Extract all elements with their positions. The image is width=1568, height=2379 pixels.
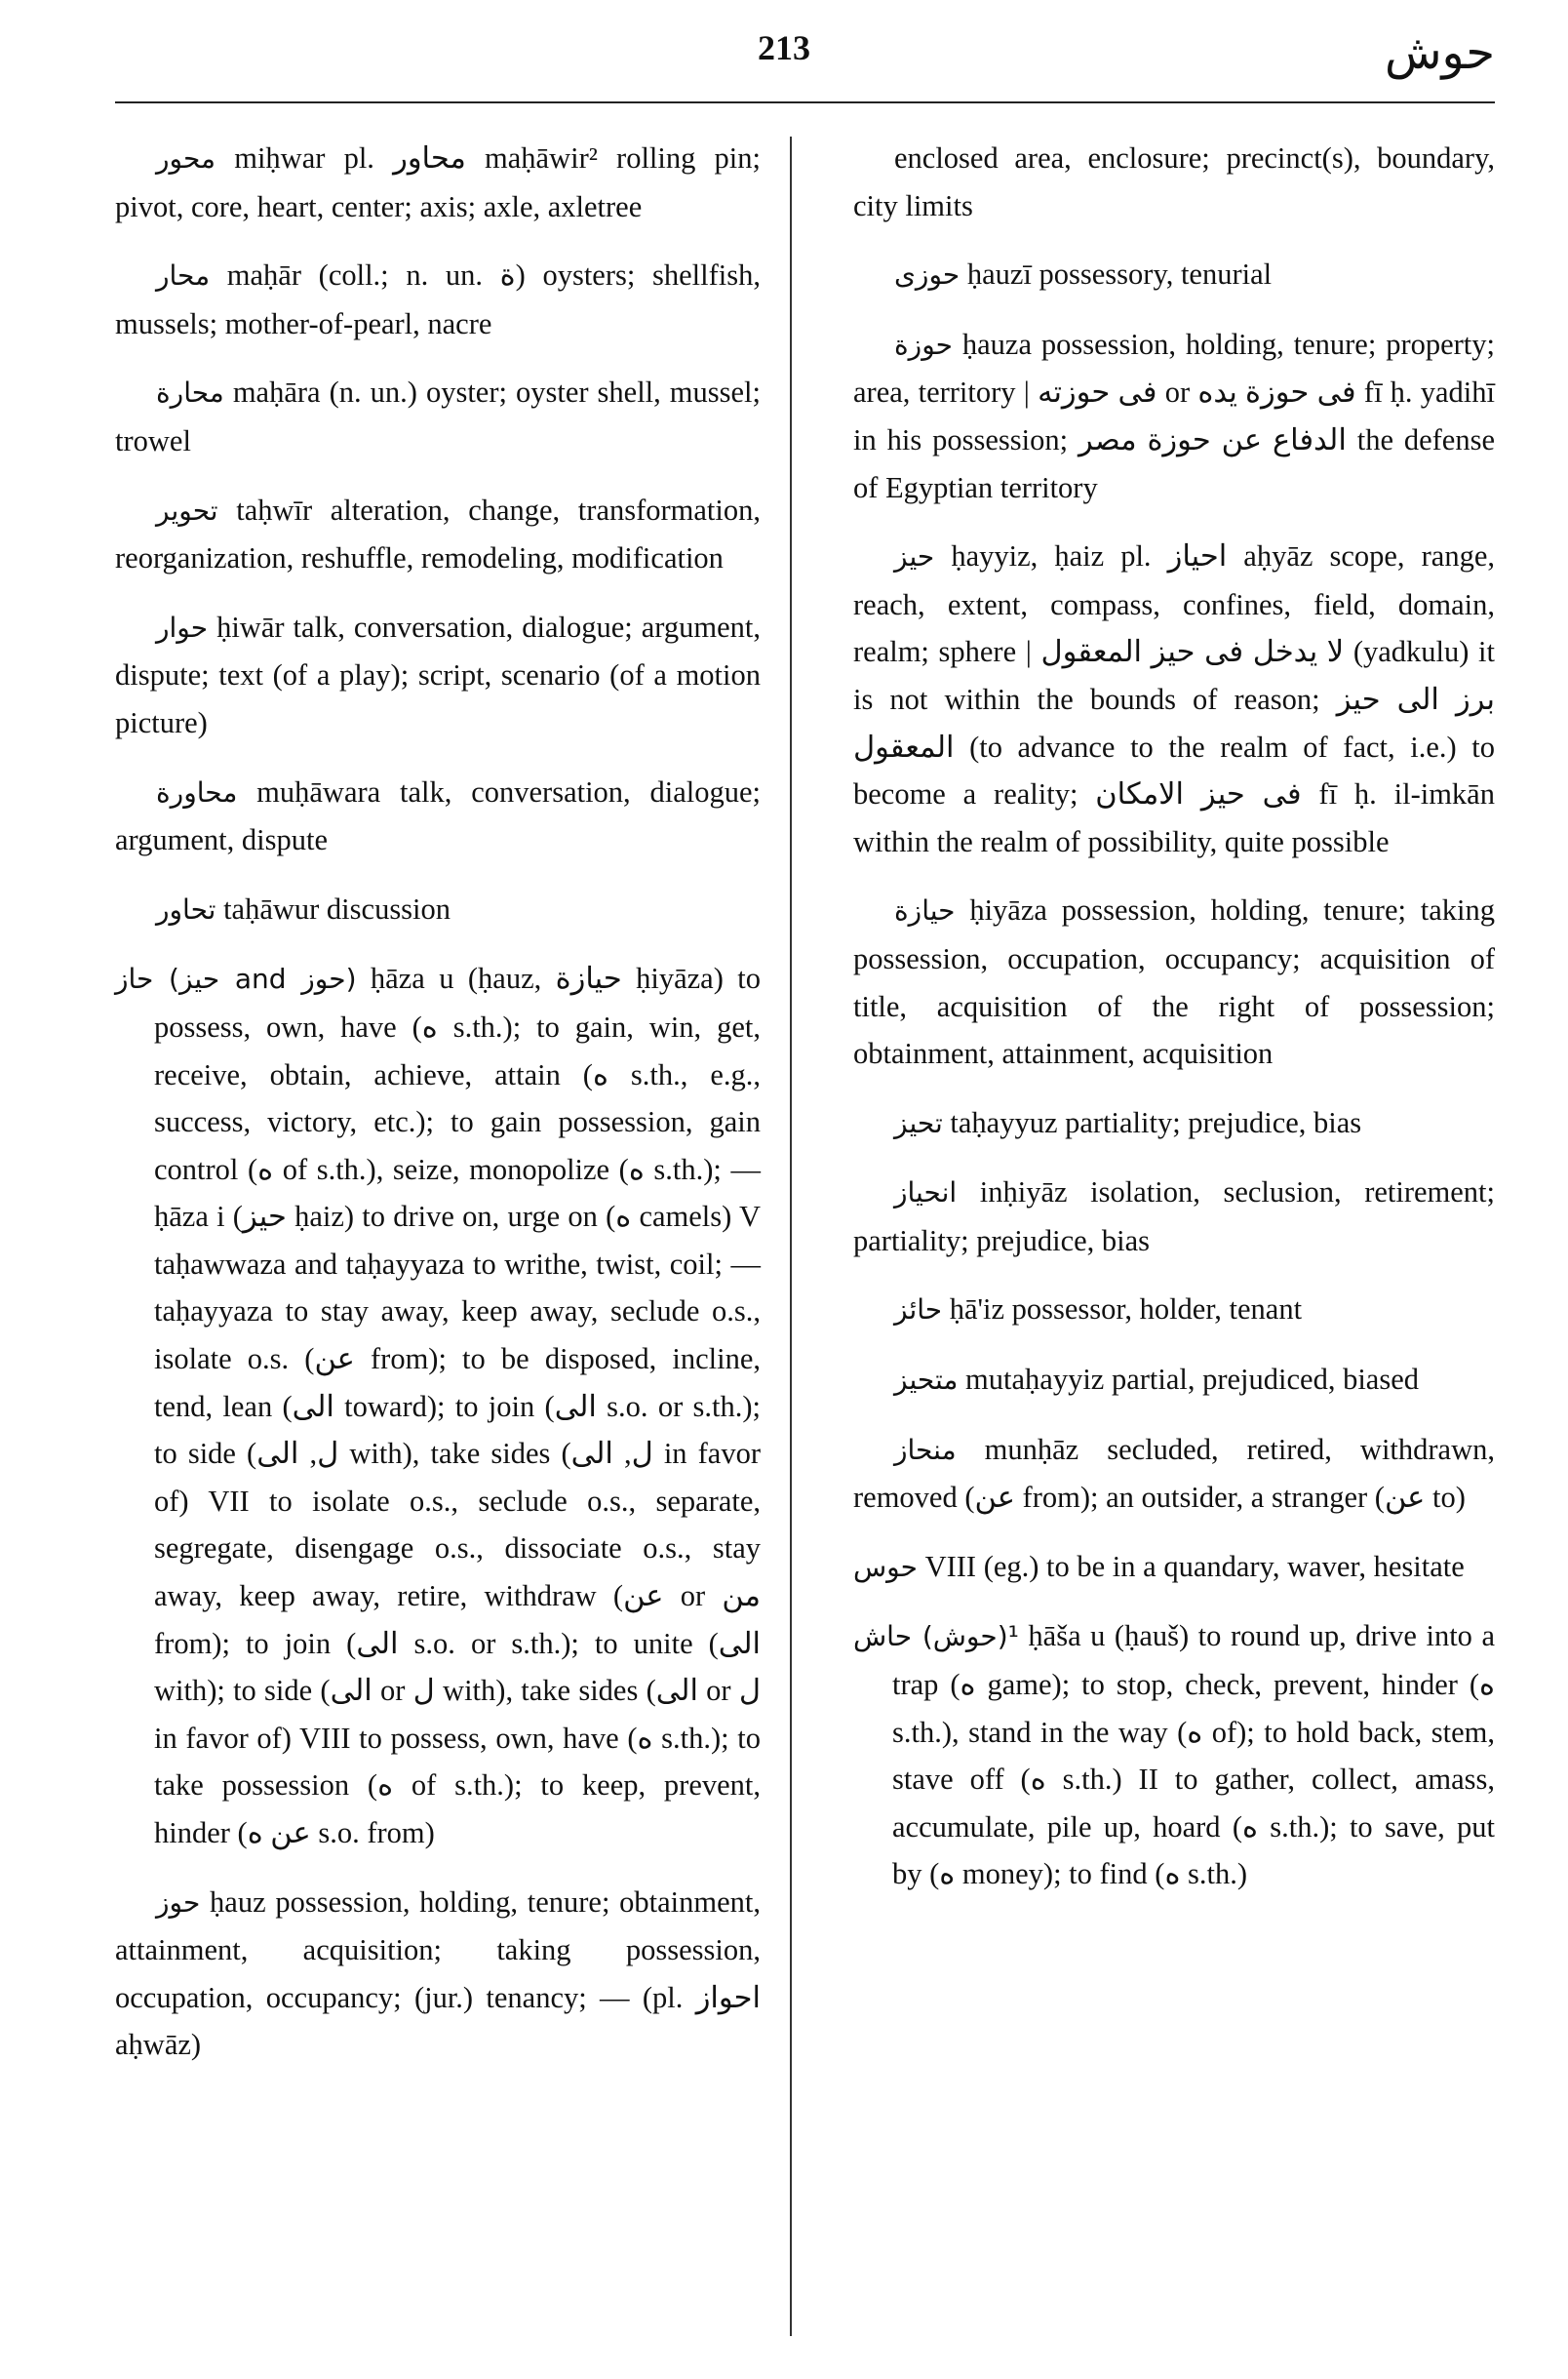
arabic-headword: حوزة [894,328,953,361]
entry-definition: ḥauza possession, holding, tenure; property; area, territory | فى حوزته or فى حوزة يده fī ḥ. yadihī in his possession; الدفاع عن حوزة مصر the defense of Egyptian territory [853,327,1496,504]
dictionary-entry [853,251,1495,299]
arabic-headword: ¹(حوش) حاش [853,1620,1019,1653]
arabic-headword: محور [156,142,216,175]
dictionary-entry [853,533,1495,865]
dictionary-entry [853,887,1495,1077]
arabic-headword: محاورة [156,775,238,809]
arabic-headword: حوز [156,1885,201,1919]
entry-definition: miḥwar pl. محاور maḥāwir² rolling pin; pivot, core, heart, center; axis; axle, axletree [115,141,761,223]
arabic-headword: حوار [156,611,209,644]
entry-definition: inḥiyāz isolation, seclusion, retirement; partiality; prejudice, bias [853,1175,1496,1257]
entry-definition: VIII (eg.) to be in a quandary, waver, hesitate [924,1549,1465,1583]
dictionary-entry [115,1879,761,2069]
arabic-headword: حوس [853,1550,918,1583]
root-entry [115,955,761,1856]
arabic-headword: حيز [894,540,935,574]
entry-definition: ḥayyiz, ḥaiz pl. احياز aḥyāz scope, range, reach, extent, compass, confines, field, domain, realm; sphere | لا يدخل فى حيز المعقول (yadkulu) it is not within the bounds of reason; برز الى حيز المعقول (to advance to the realm of fact, i.e.) to become a reality; فى حيز الامكان fī ḥ. il-imkān within the realm of possibility, quite possible [853,539,1495,858]
dictionary-entry [853,1356,1495,1405]
right-column [853,135,1495,1920]
left-column [115,135,761,2090]
entry-definition: maḥāra (n. un.) oyster; oyster shell, mussel; trowel [115,376,761,457]
entry-definition: maḥār (coll.; n. un. ة) oysters; shellfish, mussels; mother-of-pearl, nacre [115,258,761,340]
arabic-headword: تحيز [894,1106,943,1139]
arabic-headword: تحاور [156,892,216,926]
arabic-headword: انحياز [894,1176,958,1209]
entry-definition: taḥāwur discussion [223,892,451,926]
dictionary-entry [853,1099,1495,1148]
header-rule [115,101,1495,103]
entry-definition: munḥāz secluded, retired, withdrawn, removed (عن from); an outsider, a stranger (عن to) [853,1432,1495,1515]
entry-definition: ḥiyāza possession, holding, tenure; taking possession, occupation, occupancy; acquisition of title, acquisition of the right of possession; obtainment, attainment, acquisition [853,893,1496,1071]
entry-definition: taḥayyuz partiality; prejudice, bias [950,1105,1362,1139]
dictionary-entry [853,1286,1495,1334]
entry-definition: ḥauz possession, holding, tenure; obtainment, attainment, acquisition; taking possession, occupation, occupancy; (jur.) tenancy; — (pl. احواز aḥwāz) [115,1884,761,2062]
dictionary-entry [115,135,761,230]
dictionary-entry [115,487,761,582]
entry-definition: ḥiwār talk, conversation, dialogue; argument, dispute; text (of a play); script, scenario (of a motion picture) [115,610,762,739]
arabic-headword: حوزى [894,258,960,292]
dictionary-entry [115,604,761,747]
arabic-headword: تحوير [156,494,218,527]
page-number: 213 [758,28,810,67]
dictionary-entry [115,886,761,934]
entry-definition: muḥāwara talk, conversation, dialogue; argument, dispute [115,774,762,857]
arabic-headword: متحيز [894,1364,959,1397]
root-entry [853,1543,1495,1592]
entry-definition: mutaḥayyiz partial, prejudiced, biased [965,1363,1419,1397]
arabic-headword: محارة [156,377,224,410]
entry-definition: ḥauzī possessory, tenurial [966,258,1273,292]
arabic-headword: حائز [894,1293,943,1327]
dictionary-entry [853,1426,1495,1522]
dictionary-entry [853,321,1495,511]
dictionary-entry [115,369,761,464]
arabic-headword: منحاز [894,1433,957,1466]
entry-definition: ḥāza u (ḥauz, حيازة ḥiyāza) to possess, own, have (ه s.th.); to gain, win, get, receive, obtain, achieve, attain (ه s.th., e.g., success, victory, etc.); to gain possession, gain control (ه of s.th.), seize, monopolize (ه s.th.); — ḥāza i (حيز ḥaiz) to drive on, urge on (ه camels) V taḥawwaza and taḥayyaza to writhe, twist, coil; — taḥayyaza to stay away, keep away, seclude o.s., isolate o.s. (عن from); to be disposed, incline, tend, lean (الى toward); to join (الى s.o. or s.th.); to side (ل, الى with), take sides (ل, الى in favor of) VII to isolate o.s., seclude o.s., separate, segregate, disengage o.s., dissociate o.s., stay away, keep away, retire, withdraw (عن or من from); to join (الى s.o. or s.th.); to unite (الى with); to side (الى or ل with), take sides (الى or ل in favor of) VIII to possess, own, have (ه s.th.); to take possession (ه of s.th.); to keep, prevent, hinder (عن ه s.o. from) [154,962,762,1849]
dictionary-entry [853,135,1495,229]
entry-definition: taḥwīr alteration, change, transformation, reorganization, reshuffle, remodeling, modification [115,493,761,575]
dictionary-entry [115,252,761,347]
entry-definition: ḥāša u (ḥauš) to round up, drive into a trap (ه game); to stop, check, prevent, hinder (ه s.th.), stand in the way (ه of); to hold back, stem, stave off (ه s.th.) II to gather, collect, amass, accumulate, pile up, hoard (ه s.th.); to save, put by (ه money); to find (ه s.th.) [892,1619,1496,1891]
arabic-headword: حيازة [894,894,956,928]
column-divider [790,137,792,2336]
dictionary-entry [115,769,761,864]
entry-definition: enclosed area, enclosure; precinct(s), boundary, city limits [853,141,1495,222]
arabic-headword: محار [156,259,211,293]
dictionary-entry [853,1169,1495,1264]
entry-definition: ḥā'iz possessor, holder, tenant [949,1292,1303,1327]
arabic-headword: (حوز and حيز) حاز [115,963,357,996]
root-entry [853,1612,1495,1898]
running-head: حوش [1384,25,1495,80]
